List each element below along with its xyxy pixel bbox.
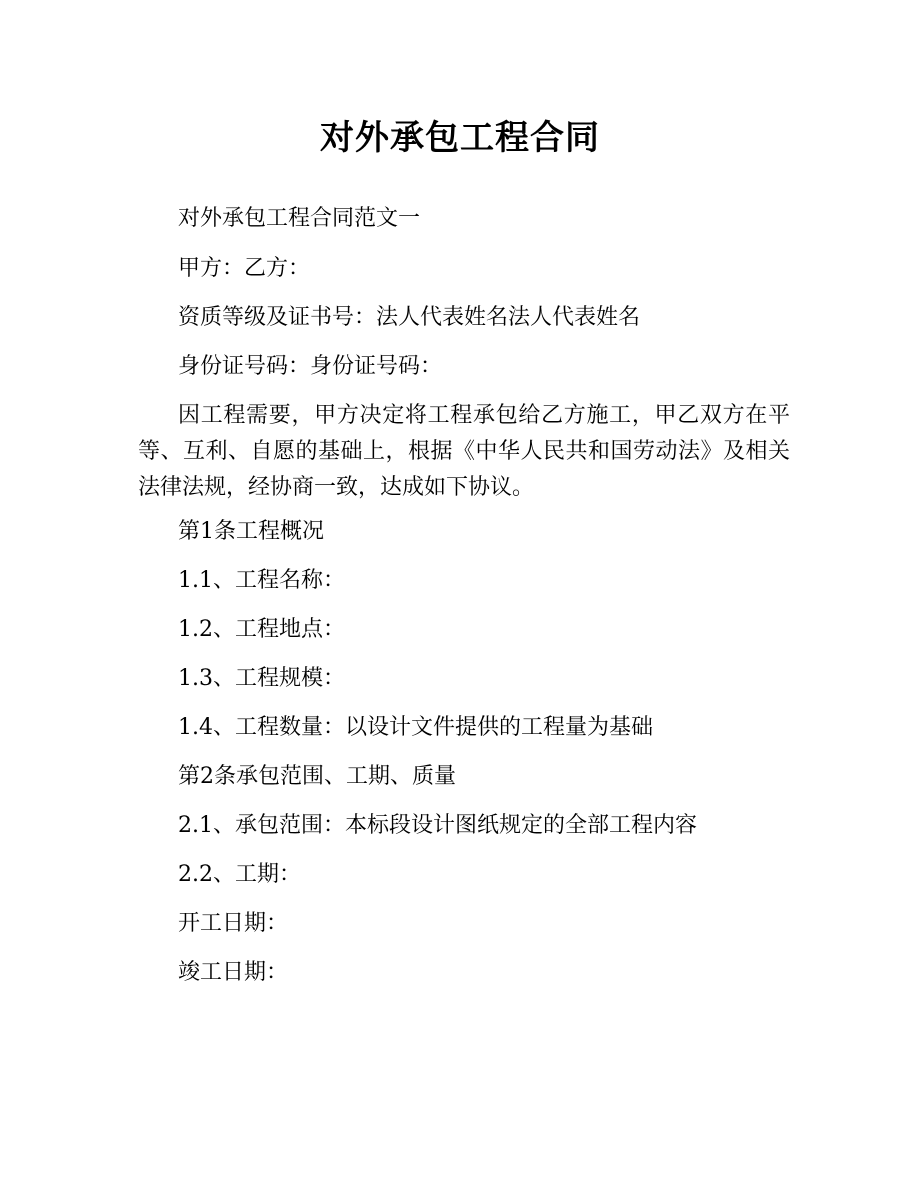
start-date-line: 开工日期： [178,911,289,936]
clause-2-1: 2.1、承包范围：本标段设计图纸规定的全部工程内容 [178,813,697,838]
clause-1-2: 1.2、工程地点： [178,617,345,642]
article-2-heading: 第2条承包范围、工期、质量 [178,764,456,789]
preamble-paragraph: 因工程需要，甲方决定将工程承包给乙方施工，甲乙双方在平等、互利、自愿的基础上，根据《中华人民共和国劳动法》及相关法律法规，经协商一致，达成如下协议。 [138,403,790,500]
clause-1-3: 1.3、工程规模： [178,666,345,691]
document-title: 对外承包工程合同 [320,118,600,158]
sample-heading: 对外承包工程合同范文一 [178,206,421,231]
qualification-line: 资质等级及证书号：法人代表姓名法人代表姓名 [178,305,641,330]
article-1-heading: 第1条工程概况 [178,519,324,544]
id-number-line: 身份证号码：身份证号码： [178,354,443,379]
clause-1-4: 1.4、工程数量：以设计文件提供的工程量为基础 [178,715,653,740]
clause-1-1: 1.1、工程名称： [178,568,345,593]
completion-date-line: 竣工日期： [178,960,289,985]
parties-line: 甲方：乙方： [178,256,311,281]
clause-2-2: 2.2、工期： [178,862,301,887]
